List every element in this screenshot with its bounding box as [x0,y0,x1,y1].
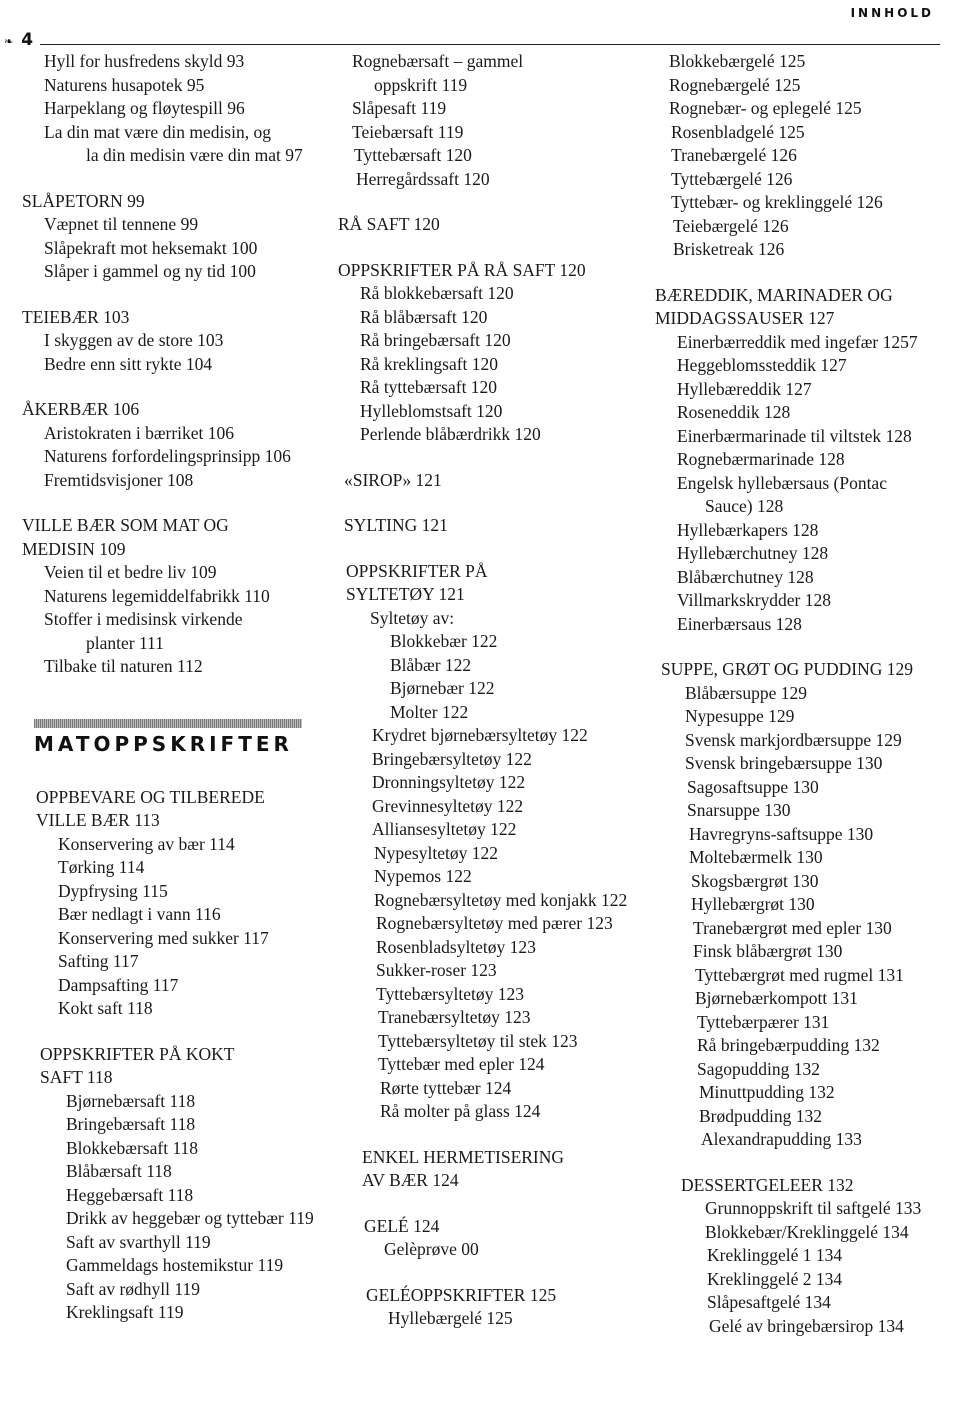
toc-entry: Hyll for husfredens skyld 93 [44,51,245,71]
toc-group [338,213,663,237]
toc-entry: Blokkebærgelé 125 [669,51,806,71]
toc-entry: Hyllebæreddik 127 [677,378,812,399]
toc-entry: Bjørnebær 122 [390,678,495,698]
toc-entry: Bringebærsyltetøy 122 [372,748,532,769]
toc-entry: Tyttebærsyltetøy til stek 123 [378,1030,578,1051]
toc-group [655,50,955,262]
toc-group [22,190,342,284]
toc-entry: Einerbærmarinade til viltstek 128 [677,425,912,446]
section-header: INNHOLD [850,6,934,20]
banner-heading: MATOPPSKRIFTER [34,731,293,756]
toc-entry: Bjørnebærsaft 118 [66,1090,196,1111]
toc-entry: Grevinnesyltetøy 122 [372,795,524,816]
toc-entry: Blokkebær 122 [390,631,498,651]
toc-entry: Hyllebærkapers 128 [677,519,819,540]
toc-entry: Tyttebær med epler 124 [378,1054,545,1074]
toc-entry: Blåbær 122 [390,654,472,675]
toc-entry: Bjørnebærkompott 131 [695,988,858,1008]
toc-entry: Sagosaftsuppe 130 [687,776,819,797]
toc-entry: Saft av svarthyll 119 [66,1231,211,1252]
toc-entry: Tranebærsyltetøy 123 [378,1007,531,1027]
toc-entry: Stoffer i medisinsk virkende [44,609,243,629]
toc-entry: Fremtidsvisjoner 108 [44,469,194,490]
toc-entry: Bringebærsaft 118 [66,1114,196,1134]
toc-heading: MIDDAGSSAUSER 127 [655,308,835,328]
toc-heading: AV BÆR 124 [362,1170,459,1190]
column-3 [655,50,955,1338]
toc-entry: Sagopudding 132 [697,1058,820,1079]
toc-entry: Gammeldags hostemikstur 119 [66,1255,284,1275]
toc-entry: Teiebærgelé 126 [673,215,789,236]
toc-entry: Gelèprøve 00 [384,1239,479,1259]
toc-heading: VILLE BÆR 113 [36,810,160,830]
toc-entry: oppskrift 119 [374,74,468,95]
toc-entry: Perlende blåbærdrikk 120 [360,424,541,444]
toc-entry: Blåbærchutney 128 [677,566,814,587]
toc-heading: VILLE BÆR SOM MAT OG [22,515,229,535]
toc-entry: la din medisin være din mat 97 [86,145,303,165]
toc-entry: I skyggen av de store 103 [44,330,224,350]
toc-entry: Gelé av bringebærsirop 134 [709,1315,904,1336]
toc-entry: Rå kreklingsaft 120 [360,353,499,374]
toc-group [22,50,342,168]
toc-entry: Saft av rødhyll 119 [66,1278,200,1299]
toc-entry: Konservering av bær 114 [58,833,235,854]
toc-group [338,560,663,1124]
toc-entry: Brødpudding 132 [699,1105,822,1126]
toc-entry: Tyttebærgrøt med rugmel 131 [695,964,904,985]
toc-entry: Tyttebær- og kreklinggelé 126 [671,192,883,212]
toc-entry: Tyttebærpærer 131 [697,1011,830,1032]
toc-group [22,398,342,492]
toc-entry: Rå blokkebærsaft 120 [360,283,514,303]
toc-entry: Safting 117 [58,951,139,971]
toc-group [338,259,663,447]
toc-heading: OPPSKRIFTER PÅ RÅ SAFT 120 [338,259,586,280]
toc-entry: Heggebærsaft 118 [66,1184,194,1205]
toc-entry: Moltebærmelk 130 [689,847,823,867]
toc-entry: Sauce) 128 [705,496,784,516]
toc-entry: Nypemos 122 [374,866,472,886]
toc-entry: Dampsafting 117 [58,974,179,995]
toc-entry: Rå tyttebærsaft 120 [360,377,498,397]
toc-entry: Hylleblomstsaft 120 [360,400,503,421]
toc-entry: planter 111 [86,632,164,653]
toc-entry: Tranebærgelé 126 [671,145,797,165]
toc-entry: Rå bringebærsaft 120 [360,330,511,350]
toc-entry: Tranebærgrøt med epler 130 [693,917,892,938]
toc-heading: GELÉ 124 [364,1215,440,1236]
toc-entry: Veien til et bedre liv 109 [44,562,217,582]
toc-heading: TEIEBÆR 103 [22,306,130,327]
toc-entry: Bær nedlagt i vann 116 [58,904,221,924]
toc-entry: Tyttebærsyltetøy 123 [376,983,524,1004]
toc-entry: Drikk av heggebær og tyttebær 119 [66,1208,314,1228]
toc-group [22,514,342,679]
toc-entry: Harpeklang og fløytespill 96 [44,98,245,118]
toc-heading: ENKEL HERMETISERING [362,1146,565,1167]
toc-entry: Kokt saft 118 [58,998,153,1018]
toc-entry: Hyllebærgrøt 130 [691,894,815,914]
toc-entry: Finsk blåbærgrøt 130 [693,941,843,961]
toc-entry: Sukker-roser 123 [376,960,497,980]
toc-entry: Nypesyltetøy 122 [374,842,498,863]
toc-entry: Molter 122 [390,701,469,722]
toc-heading: OPPBEVARE OG TILBEREDE [36,786,265,807]
toc-entry: Tyttebærgelé 126 [671,168,793,189]
toc-entry: Havregryns-saftsuppe 130 [689,823,874,844]
toc-group [338,1284,663,1331]
toc-entry: Blokkebær/Kreklinggelé 134 [705,1221,909,1242]
toc-entry: Konservering med sukker 117 [58,927,269,948]
toc-entry: Rørte tyttebær 124 [380,1077,512,1098]
toc-heading: SLÅPETORN 99 [22,190,145,211]
toc-entry: Kreklinggelé 2 134 [707,1268,843,1289]
toc-entry: Rognebærsyltetøy med pærer 123 [376,913,613,933]
toc-entry: Rognebærsyltetøy med konjakk 122 [374,889,628,910]
page-number-value: 4 [21,30,34,50]
toc-heading: SUPPE, GRØT OG PUDDING 129 [661,659,913,679]
toc-entry: Svensk markjordbærsuppe 129 [685,729,902,750]
toc-group [22,1043,342,1325]
toc-entry: Hyllebærgelé 125 [388,1308,513,1328]
toc-group [338,514,663,538]
toc-group [338,1215,663,1262]
toc-entry: Kreklingsaft 119 [66,1302,184,1322]
toc-entry: Rosenbladgelé 125 [671,121,805,142]
toc-entry: Aristokraten i bærriket 106 [44,422,235,443]
toc-heading: GELÉOPPSKRIFTER 125 [366,1284,557,1305]
toc-entry: Naturens legemiddelfabrikk 110 [44,585,270,606]
toc-entry: Rå blåbærsaft 120 [360,306,488,327]
toc-heading: SYLTING 121 [344,515,448,535]
page-number [4,30,33,50]
toc-entry: Tørking 114 [58,857,145,877]
toc-entry: Hyllebærchutney 128 [677,543,829,563]
toc-entry: Tilbake til naturen 112 [44,656,203,676]
toc-entry: Herregårdssaft 120 [356,168,490,189]
toc-entry: Einerbærreddik med ingefær 1257 [677,331,918,352]
toc-entry: Villmarkskrydder 128 [677,590,831,610]
toc-entry: Naturens husapotek 95 [44,74,205,95]
toc-entry: Rognebærgelé 125 [669,74,801,95]
toc-entry: Krydret bjørnebærsyltetøy 122 [372,725,588,745]
toc-entry: Tyttebærsaft 120 [354,145,472,165]
toc-heading: «SIROP» 121 [344,469,442,490]
toc-heading: DESSERTGELEER 132 [681,1174,854,1195]
toc-entry: Rognebær- og eplegelé 125 [669,98,862,118]
toc-entry: Slåpesaft 119 [352,98,447,118]
toc-entry: Rognebærsaft – gammel [352,51,524,71]
toc-group [655,284,955,637]
toc-heading: BÆREDDIK, MARINADER OG [655,284,893,305]
toc-entry: Blåbærsaft 118 [66,1161,172,1181]
toc-entry: Heggeblomssteddik 127 [677,355,847,375]
toc-entry: Rosenbladsyltetøy 123 [376,936,536,957]
toc-group [338,50,663,191]
toc-entry: Slåpesaftgelé 134 [707,1292,831,1312]
column-1 [22,50,342,1325]
toc-entry: Naturens forfordelingsprinsipp 106 [44,446,291,466]
toc-heading: RÅ SAFT 120 [338,214,440,234]
toc-entry: Teiebærsaft 119 [352,121,464,142]
toc-entry: Blåbærsuppe 129 [685,682,808,703]
column-2 [338,50,663,1331]
toc-entry: Blokkebærsaft 118 [66,1137,199,1158]
toc-heading: MEDISIN 109 [22,538,126,559]
toc-entry: Syltetøy av: [370,607,455,628]
toc-entry: Dypfrysing 115 [58,880,168,901]
toc-entry: Rå bringebærpudding 132 [697,1035,880,1055]
toc-entry: Alliansesyltetøy 122 [372,819,517,839]
toc-heading: SAFT 118 [40,1067,113,1087]
toc-entry: Væpnet til tennene 99 [44,214,199,234]
toc-group [22,306,342,377]
toc-group [338,469,663,493]
toc-group [338,1146,663,1193]
toc-entry: Grunnoppskrift til saftgelé 133 [705,1198,922,1218]
toc-group [22,786,342,1021]
toc-heading: SYLTETØY 121 [346,584,465,604]
toc-entry: Kreklinggelé 1 134 [707,1245,843,1265]
toc-heading: OPPSKRIFTER PÅ KOKT [40,1043,235,1064]
toc-entry: Engelsk hyllebærsaus (Pontac [677,472,887,493]
toc-entry: Rå molter på glass 124 [380,1101,541,1121]
toc-entry: Bedre enn sitt rykte 104 [44,353,213,374]
toc-entry: Alexandrapudding 133 [701,1129,862,1149]
matoppskrifter-banner [34,719,302,756]
toc-entry: Dronningsyltetøy 122 [372,772,526,792]
toc-group [655,1174,955,1339]
toc-group [655,658,955,1152]
banner-bar [34,719,302,728]
ornament-icon: ❧ [4,35,14,48]
toc-entry: Einerbærsaus 128 [677,613,802,634]
toc-entry: Rognebærmarinade 128 [677,449,845,469]
toc-entry: Roseneddik 128 [677,402,791,422]
toc-entry: Slåpekraft mot heksemakt 100 [44,237,258,258]
toc-entry: Brisketreak 126 [673,239,785,259]
toc-entry: Slåper i gammel og ny tid 100 [44,261,256,281]
toc-entry: La din mat være din medisin, og [44,121,271,142]
toc-heading: ÅKERBÆR 106 [22,399,140,419]
toc-entry: Skogsbærgrøt 130 [691,870,819,891]
toc-entry: Minuttpudding 132 [699,1082,835,1102]
toc-entry: Svensk bringebærsuppe 130 [685,753,883,773]
header-rule [40,44,940,45]
toc-heading: OPPSKRIFTER PÅ [346,560,488,581]
toc-entry: Snarsuppe 130 [687,800,791,820]
toc-entry: Nypesuppe 129 [685,706,795,726]
